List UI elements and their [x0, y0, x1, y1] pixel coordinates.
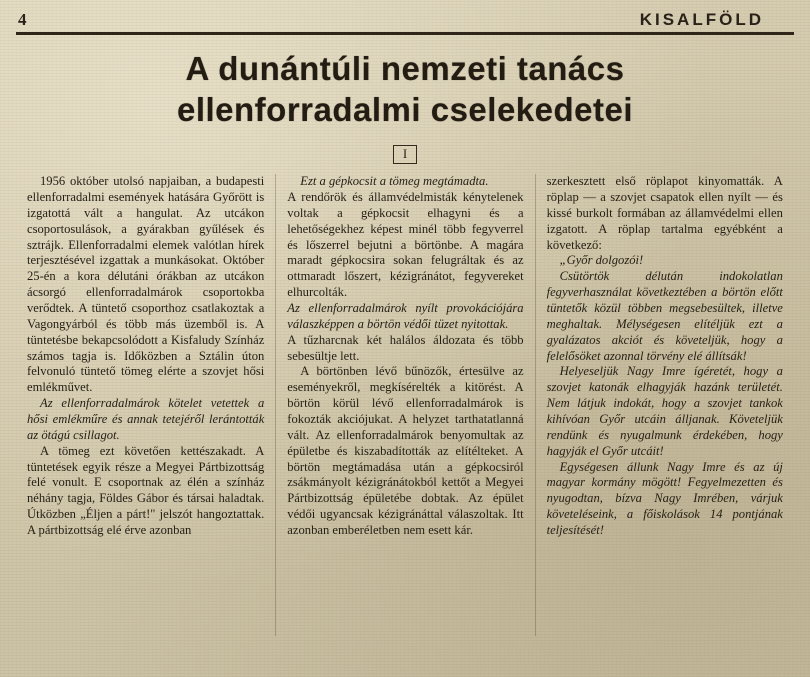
paragraph: A tűzharcnak két halálos áldozata és több sebesültje lett. — [287, 332, 524, 363]
paragraph: „Győr dolgozói! — [559, 253, 644, 268]
column-1 — [16, 174, 275, 636]
masthead — [14, 0, 796, 30]
paragraph: Az ellenforradalmárok kötelet vetettek a hősi emlékműre és annak tetejéről lerántották az ötágú csillagot. — [27, 396, 265, 442]
article-body — [14, 174, 796, 636]
paragraph: Ezt a gépkocsit a tömeg megtámadta. — [300, 174, 489, 189]
page-title — [14, 49, 796, 131]
paragraph: Helyeseljük Nagy Imre ígéretét, hogy a szovjet katonák elhagyják hazánk területét. Nem látjuk indokát, hogy a szovjet tankok kihívóan Győr utcáin álljanak. Követeljük rendünk és nyugalmunk érdekében, hogy hagyják el Győr utcáit! — [546, 364, 783, 458]
paragraph: Az ellenforradalmárok nyílt provokációjára válaszképpen a börtön védői tüzet nyitottak. — [287, 300, 524, 331]
paragraph: Csütörtök délután indokolatlan fegyverhasználat következtében a börtön előtt tüntetők közül többen megsebesültek, illetve meghaltak. Mélységesen elítéljük ezt a gyalázatos akciót és követeljük, hogy a felelősöket azonnal törvény elé állítsák! — [546, 269, 783, 363]
paragraph: A rendőrök és államvédelmisták kénytelenek voltak a gépkocsit elhagyni és a lehetőségekhez képest minél több fegyverrel és lőszerrel bejutni a börtönbe. A magára maradt gépkocsira sokan felugráltak és az ottmaradt lőszert, kézigránátot, fegyvereket elhurcolták. — [287, 189, 524, 300]
section-marker — [14, 145, 796, 164]
paragraph: A tömeg ezt követően kettészakadt. A tüntetések egyik része a Megyei Pártbizottság felé vonult. E csoportnak az élén a színház néhány tagja, Földes Gábor és társai haladtak. Útközben „Éljen a párt!" jelszót hangoztattak. A pártbizottság elé érve azonban — [27, 443, 265, 538]
headline-line-2: ellenforradalmi cselekedetei — [176, 90, 634, 128]
paragraph: 1956 október utolsó napjaiban, a budapesti ellenforradalmi események hatására Győrött is izgatottá vált a hangulat. Az utcákon csoportosulások, a gyárakban gyűlések és sztrájk. Ellenforradalmi elemek valótlan hírek terjesztésével izgattak a munkásokat. Október 25-én a kora délutáni órákban az utcákon ácsorgó ellenforradalmárok csoportokba verődtek. A tüntető csoporthoz csatlakoztak a Vagongyárból és több más üzemből is. A tüntetésbe bekapcsolódott a Kisfaludy Színház számos tagja is. Időközben a Sztálin úton felvonuló tüntető tömeg elérte a szovjet hősi emlékművet. — [27, 174, 265, 395]
headline-line-1: A dunántúli nemzeti tanács — [185, 50, 625, 87]
page-number: 4 — [18, 10, 27, 29]
paragraph: Egységesen állunk Nagy Imre és az új magyar kormány mögött! Fegyelmezetten és nyugodtan, bízva Nagy Imrében, várjuk követeléseink, a főiskolások 14 pontjának teljesítését! — [546, 459, 783, 538]
paragraph: A börtönben lévő bűnözők, értesülve az eseményekről, megkísérelték a kitörést. A börtön körül lévő ellenforradalmárok is fokozták akciójukat. A helyzet tarthatatlanná vált. Az ellenforradalmárok benyomultak az épületbe és kiszabadították az elítélteket. A börtön megtámadása után a gépkocsiról zsákmányolt kézigránátokból kettőt a Megyei Pártbizottság épületébe dobtak. Az épület védői ugyancsak kézigránáttal válaszoltak. Itt azonban emberéletben nem esett kár. — [287, 364, 524, 538]
paragraph: szerkesztett első röplapot kinyomatták. A röplap — a szovjet csapatok ellen nyílt — és kissé burkolt formában az államvédelmi ellen izgatott. A röplap tartalma egyébként a következő: — [546, 174, 783, 252]
section-marker-label: I — [393, 145, 417, 164]
paper-title: KISALFÖLD — [639, 10, 764, 29]
column-2 — [275, 174, 534, 636]
column-3 — [535, 174, 794, 636]
masthead-divider — [16, 32, 794, 35]
